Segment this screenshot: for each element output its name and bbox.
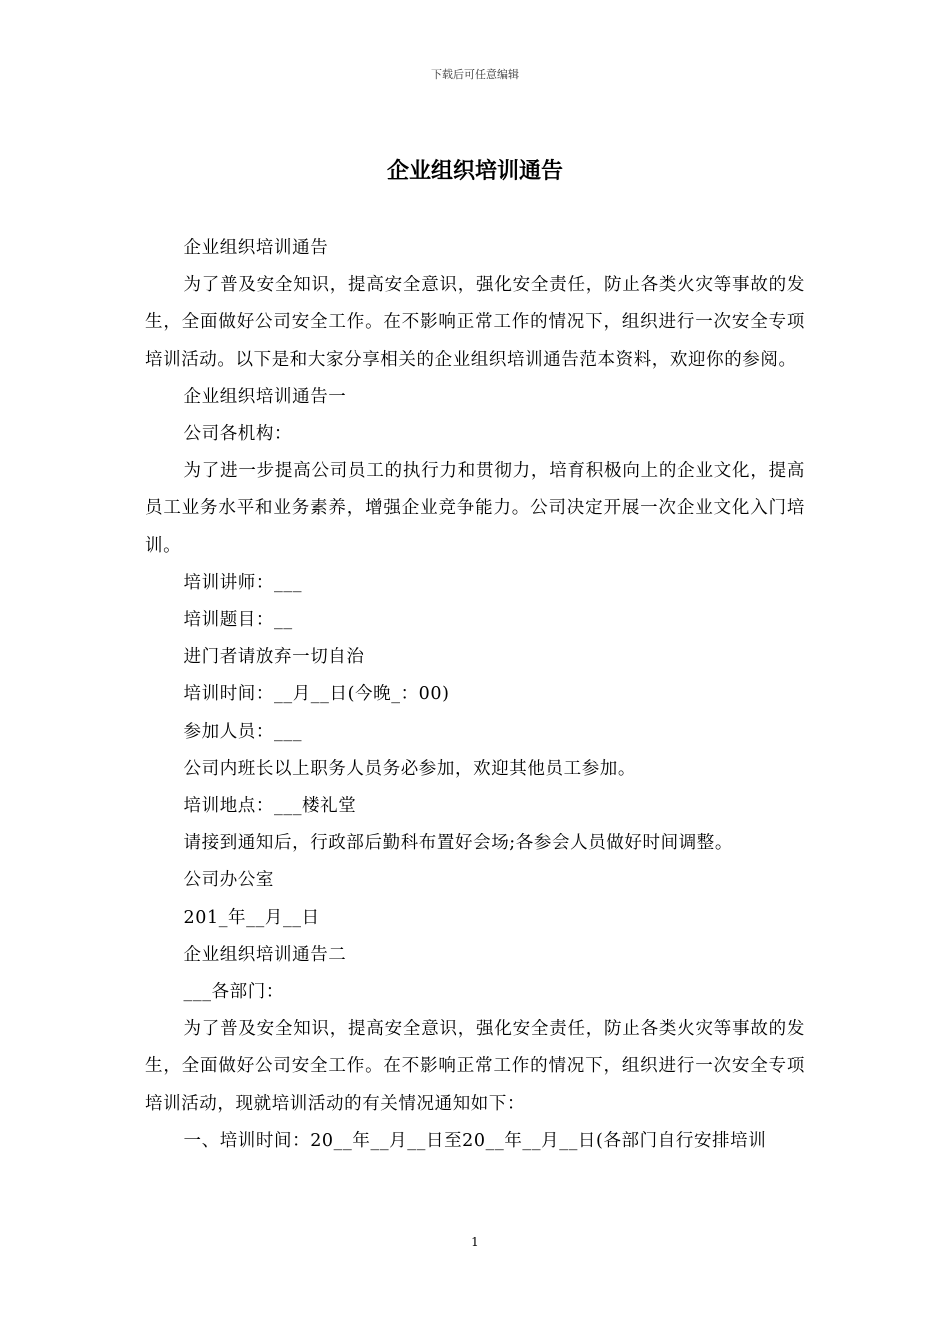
- header-note: 下载后可任意编辑: [431, 68, 519, 81]
- paragraph: 参加人员：___: [183, 721, 303, 742]
- paragraph: 企业组织培训通告二: [183, 944, 347, 965]
- paragraph: 公司办公室: [183, 870, 274, 891]
- document-title: 企业组织培训通告: [386, 158, 563, 184]
- paragraph: 公司各机构：: [183, 424, 293, 445]
- paragraph: 为了进一步提高公司员工的执行力和贯彻力，培育积极向上的企业文化，提高员工业务水平和业务素养，增强企业竞争能力。公司决定开展一次企业文化入门培训。: [145, 461, 805, 556]
- paragraph: 培训题目：__: [183, 610, 293, 631]
- paragraph: 为了普及安全知识，提高安全意识，强化安全责任，防止各类火灾等事故的发生，全面做好公司安全工作。在不影响正常工作的情况下，组织进行一次安全专项培训活动。以下是和大家分享相关的企业组织培训通告范本资料，欢迎你的参阅。: [145, 275, 805, 370]
- paragraph: ___各部门：: [183, 982, 284, 1003]
- paragraph: 企业组织培训通告: [183, 238, 329, 258]
- page-number: 1: [471, 1235, 479, 1249]
- paragraph: 为了普及安全知识，提高安全意识，强化安全责任，防止各类火灾等事故的发生，全面做好公司安全工作。在不影响正常工作的情况下，组织进行一次安全专项培训活动，现就培训活动的有关情况通知如下：: [145, 1019, 805, 1114]
- paragraph: 请接到通知后，行政部后勤科布置好会场;各参会人员做好时间调整。: [183, 833, 733, 854]
- paragraph: 201_年__月__日: [183, 907, 320, 928]
- paragraph: 培训时间：__月__日(今晚_：00): [183, 684, 450, 705]
- paragraph: 培训地点：___楼礼堂: [183, 796, 357, 817]
- paragraph: 公司内班长以上职务人员务必参加，欢迎其他员工参加。: [183, 758, 636, 779]
- paragraph: 培训讲师：___: [183, 572, 303, 593]
- document-body: [145, 230, 805, 1160]
- paragraph: 进门者请放弃一切自治: [183, 647, 365, 668]
- paragraph: 一、培训时间：20__年__月__日至20__年__月__日(各部门自行安排培训: [183, 1130, 767, 1151]
- paragraph: 企业组织培训通告一: [183, 386, 347, 407]
